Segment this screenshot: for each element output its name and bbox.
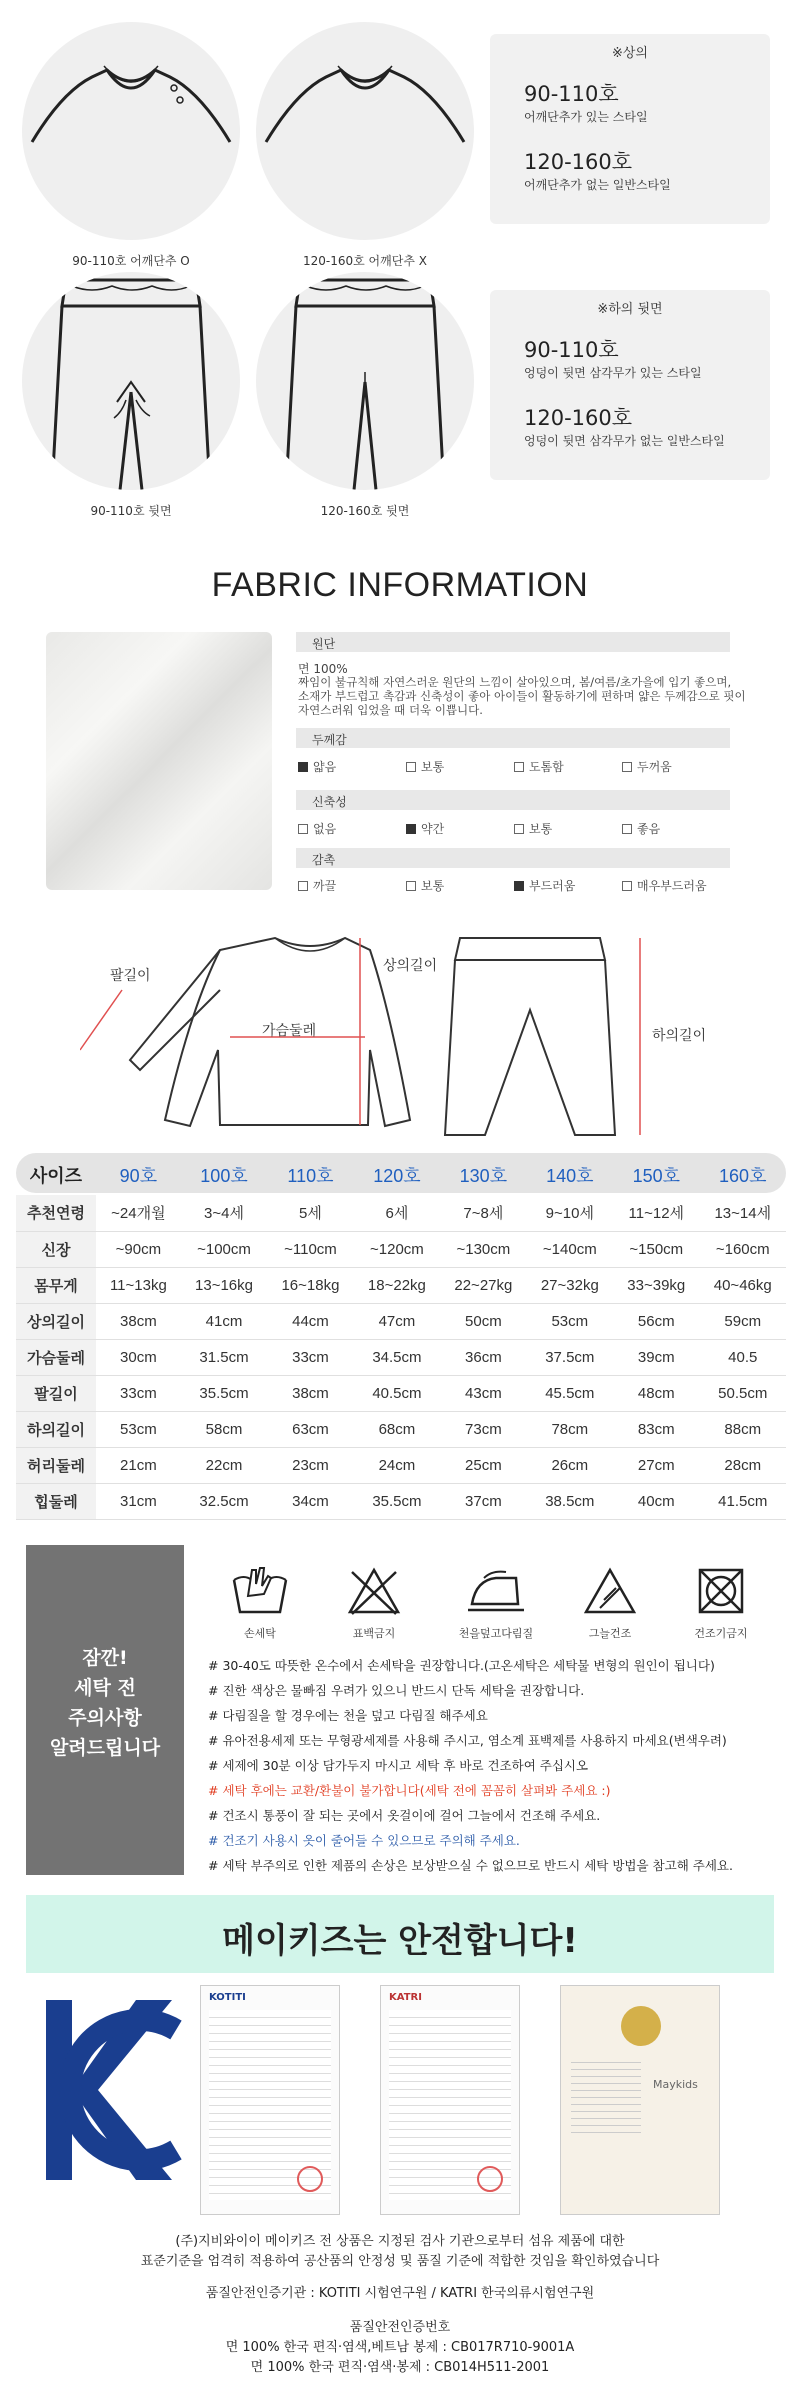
- checkbox-icon: [298, 824, 308, 834]
- size-header-cell: 130호: [459, 1166, 508, 1186]
- checkbox-icon: [406, 824, 416, 834]
- table-row: [16, 1483, 786, 1519]
- note-desc: 어깨단추가 없는 일반스타일: [524, 178, 671, 192]
- size-cell: 11~12세: [613, 1195, 699, 1231]
- table-row: [16, 1447, 786, 1483]
- size-cell: 23cm: [267, 1447, 353, 1483]
- size-cell: 78cm: [527, 1411, 613, 1447]
- size-row-label: 몸무게: [16, 1267, 96, 1303]
- size-cell: ~150cm: [613, 1231, 699, 1267]
- size-cell: 53cm: [527, 1303, 613, 1339]
- size-chart-table: [16, 1155, 786, 1520]
- trademark-certificate: [560, 1985, 720, 2215]
- safety-footer-text: 품질안전인증기관 : KOTITI 시험연구원 / KATRI 한국의류시험연구원: [205, 2286, 595, 2301]
- measure-label-top-length: 상의길이: [383, 958, 438, 974]
- table-row: [16, 1231, 786, 1267]
- size-cell: 5세: [267, 1195, 353, 1231]
- fabric-thickness-bar: [296, 728, 730, 748]
- stretch-option: 약간: [406, 820, 444, 837]
- icon-caption: 표백금지: [352, 1627, 396, 1640]
- size-cell: 44cm: [267, 1303, 353, 1339]
- safety-banner-text: 메이키즈는 안전합니다!: [222, 1921, 578, 1961]
- safety-footer-text: 품질안전인증번호: [349, 2320, 451, 2335]
- size-cell: 9~10세: [527, 1195, 613, 1231]
- katri-test-report: [380, 1985, 520, 2215]
- size-header-cell: 140호: [546, 1166, 594, 1186]
- stretch-option: 좋음: [622, 820, 660, 837]
- size-cell: 27cm: [613, 1447, 699, 1483]
- touch-option: 까끌: [298, 877, 336, 894]
- size-cell: 35.5cm: [181, 1375, 267, 1411]
- measure-label-sleeve: 팔길이: [110, 968, 151, 984]
- size-cell: ~90cm: [96, 1231, 181, 1267]
- size-cell: ~24개월: [96, 1195, 181, 1231]
- size-cell: 30cm: [96, 1339, 181, 1375]
- size-cell: 32.5cm: [181, 1483, 267, 1519]
- size-cell: 47cm: [354, 1303, 440, 1339]
- care-notice-line: 잠깐!: [82, 1647, 128, 1669]
- size-cell: 27~32kg: [527, 1267, 613, 1303]
- table-row: [16, 1375, 786, 1411]
- size-cell: 83cm: [613, 1411, 699, 1447]
- touch-option: 부드러움: [514, 877, 575, 894]
- size-cell: 36cm: [440, 1339, 526, 1375]
- size-cell: 38cm: [96, 1303, 181, 1339]
- size-header-label: 사이즈: [29, 1166, 83, 1186]
- size-cell: 41.5cm: [700, 1483, 787, 1519]
- size-row-label: 신장: [16, 1231, 96, 1267]
- size-cell: 22cm: [181, 1447, 267, 1483]
- checkbox-icon: [514, 824, 524, 834]
- size-cell: 56cm: [613, 1303, 699, 1339]
- size-cell: ~140cm: [527, 1231, 613, 1267]
- care-instruction-line: # 세제에 30분 이상 담가두지 마시고 세탁 후 바로 건조하여 주십시오: [208, 1758, 589, 1773]
- size-row-label: 가슴둘레: [16, 1339, 96, 1375]
- fabric-origin-text: 자연스러워 입었을 때 더욱 이쁩니다.: [298, 703, 483, 717]
- table-row: [16, 1267, 786, 1303]
- care-instruction-line: # 건조시 통풍이 잘 되는 곳에서 옷걸이에 걸어 그늘에서 건조해 주세요.: [208, 1808, 601, 1823]
- stretch-option: 보통: [514, 820, 552, 837]
- size-cell: 33~39kg: [613, 1267, 699, 1303]
- seal-icon: [297, 2166, 323, 2192]
- fabric-origin-label: 원단: [312, 637, 336, 651]
- note-heading: ※하의 뒷면: [597, 302, 663, 317]
- care-instruction-line: # 세탁 부주의로 인한 제품의 손상은 보상받으실 수 없으므로 반드시 세탁 방법을 참고해 주세요.: [208, 1858, 733, 1873]
- size-cell: 25cm: [440, 1447, 526, 1483]
- top-without-button-illustration: [256, 22, 474, 240]
- care-notice-line: 주의사항: [68, 1707, 142, 1729]
- safety-banner: [26, 1895, 774, 1973]
- kotiti-label: KOTITI: [209, 1992, 246, 2003]
- size-cell: 45.5cm: [527, 1375, 613, 1411]
- care-instruction-line: # 다림질을 할 경우에는 천을 덮고 다림질 해주세요: [208, 1708, 488, 1723]
- care-instruction-line: # 유아전용세제 또는 무형광세제를 사용해 주시고, 염소계 표백제를 사용하지 마세요(변색우려): [208, 1733, 727, 1748]
- note-size: 120-160호: [524, 406, 633, 430]
- size-cell: ~160cm: [700, 1231, 787, 1267]
- size-cell: 26cm: [527, 1447, 613, 1483]
- table-row: [16, 1411, 786, 1447]
- size-cell: 34.5cm: [354, 1339, 440, 1375]
- size-cell: 3~4세: [181, 1195, 267, 1231]
- pants-back-gusset-illustration: [22, 272, 240, 490]
- size-cell: 31cm: [96, 1483, 181, 1519]
- fabric-stretch-bar: [296, 790, 730, 810]
- size-cell: 22~27kg: [440, 1267, 526, 1303]
- size-cell: 88cm: [700, 1411, 787, 1447]
- stretch-option: 없음: [298, 820, 336, 837]
- fabric-origin-bar: [296, 632, 730, 652]
- size-cell: ~100cm: [181, 1231, 267, 1267]
- size-cell: 73cm: [440, 1411, 526, 1447]
- note-size: 90-110호: [524, 338, 619, 362]
- checkbox-icon: [406, 762, 416, 772]
- thickness-option: 도톰함: [514, 758, 564, 775]
- size-cell: 38cm: [267, 1375, 353, 1411]
- katri-label: KATRI: [389, 1992, 422, 2003]
- no-tumble-dry-icon: [696, 1566, 746, 1616]
- care-notice-line: 알려드립니다: [49, 1737, 161, 1759]
- kotiti-test-report: [200, 1985, 340, 2215]
- fabric-swatch-photo: [46, 632, 272, 890]
- checkbox-icon: [622, 762, 632, 772]
- measure-label-bottom-length: 하의길이: [652, 1028, 707, 1044]
- gold-seal-icon: [621, 2006, 661, 2046]
- size-cell: 38.5cm: [527, 1483, 613, 1519]
- note-desc: 어깨단추가 있는 스타일: [524, 110, 648, 124]
- icon-caption: 천을덮고다림질: [458, 1627, 534, 1640]
- size-cell: 33cm: [267, 1339, 353, 1375]
- hand-wash-icon: [230, 1566, 290, 1616]
- care-instruction-line: # 진한 색상은 물빠짐 우려가 있으니 반드시 단독 세탁을 권장합니다.: [208, 1683, 585, 1698]
- kc-certification-logo: [36, 1990, 186, 2190]
- shade-dry-icon: [584, 1566, 636, 1616]
- pants-back-plain-illustration: [256, 272, 474, 490]
- size-header-cell: 100호: [200, 1166, 248, 1186]
- checkbox-icon: [298, 762, 308, 772]
- fabric-info-title: FABRIC INFORMATION: [211, 566, 589, 604]
- fabric-touch-label: 감촉: [312, 853, 336, 867]
- size-cell: 39cm: [613, 1339, 699, 1375]
- size-cell: 33cm: [96, 1375, 181, 1411]
- table-row: [16, 1303, 786, 1339]
- care-instruction-warning: # 세탁 후에는 교환/환불이 불가합니다(세탁 전에 꼼꼼히 살펴봐 주세요 :): [208, 1783, 611, 1798]
- size-cell: 68cm: [354, 1411, 440, 1447]
- note-size: 120-160호: [524, 150, 633, 174]
- checkbox-icon: [298, 881, 308, 891]
- size-table-header-row: [16, 1155, 786, 1195]
- safety-footer-text: 면 100% 한국 편직·염색,베트남 봉제 : CB017R710-9001A: [225, 2340, 575, 2355]
- thickness-option: 보통: [406, 758, 444, 775]
- fabric-origin-text: 면 100%: [298, 662, 348, 676]
- size-cell: 59cm: [700, 1303, 787, 1339]
- size-cell: ~120cm: [354, 1231, 440, 1267]
- thickness-option: 두꺼움: [622, 758, 672, 775]
- size-cell: 53cm: [96, 1411, 181, 1447]
- fabric-thickness-label: 두께감: [312, 733, 347, 747]
- size-cell: 50cm: [440, 1303, 526, 1339]
- caption-top-with-button: 90-110호 어깨단추 O: [72, 254, 190, 268]
- table-row: [16, 1339, 786, 1375]
- size-cell: 7~8세: [440, 1195, 526, 1231]
- size-cell: 16~18kg: [267, 1267, 353, 1303]
- size-row-label: 추천연령: [16, 1195, 96, 1231]
- size-cell: 41cm: [181, 1303, 267, 1339]
- top-with-button-illustration: [22, 22, 240, 240]
- size-header-cell: 150호: [632, 1166, 680, 1186]
- checkbox-icon: [622, 881, 632, 891]
- note-heading: ※상의: [611, 46, 648, 61]
- size-header-cell: 110호: [287, 1166, 334, 1186]
- table-row: [16, 1195, 786, 1231]
- fabric-origin-text: 짜임이 불규칙해 자연스러운 원단의 느낌이 살아있으며, 봄/여름/초가을에 입기 좋으며,: [298, 675, 732, 689]
- size-cell: 40cm: [613, 1483, 699, 1519]
- size-row-label: 힙둘레: [16, 1483, 96, 1519]
- care-notice-line: 세탁 전: [74, 1677, 136, 1699]
- maykids-logo: Maykids: [653, 2078, 698, 2091]
- size-cell: 13~16kg: [181, 1267, 267, 1303]
- size-row-label: 허리둘레: [16, 1447, 96, 1483]
- iron-with-cloth-icon: [466, 1568, 526, 1614]
- size-cell: 50.5cm: [700, 1375, 787, 1411]
- note-size: 90-110호: [524, 82, 619, 106]
- checkbox-icon: [406, 881, 416, 891]
- touch-option: 매우부드러움: [622, 877, 707, 894]
- checkbox-icon: [622, 824, 632, 834]
- size-cell: 63cm: [267, 1411, 353, 1447]
- top-style-note: [490, 34, 770, 224]
- size-cell: ~110cm: [267, 1231, 353, 1267]
- no-bleach-icon: [346, 1566, 402, 1616]
- size-cell: 48cm: [613, 1375, 699, 1411]
- size-row-label: 상의길이: [16, 1303, 96, 1339]
- size-row-label: 팔길이: [16, 1375, 96, 1411]
- thickness-option: 얇음: [298, 758, 336, 775]
- care-notice-panel: [26, 1545, 184, 1875]
- note-desc: 엉덩이 뒷면 삼각무가 없는 일반스타일: [524, 434, 725, 448]
- size-cell: 21cm: [96, 1447, 181, 1483]
- size-header-cell: 90호: [119, 1166, 158, 1186]
- size-cell: 40~46kg: [700, 1267, 787, 1303]
- size-cell: 28cm: [700, 1447, 787, 1483]
- size-cell: 34cm: [267, 1483, 353, 1519]
- icon-caption: 건조기금지: [694, 1627, 748, 1640]
- size-header-cell: 160호: [719, 1166, 767, 1186]
- touch-option: 보통: [406, 877, 444, 894]
- note-desc: 엉덩이 뒷면 삼각무가 있는 스타일: [524, 366, 702, 380]
- size-cell: 37.5cm: [527, 1339, 613, 1375]
- size-cell: 40.5cm: [354, 1375, 440, 1411]
- seal-icon: [477, 2166, 503, 2192]
- safety-footer-text: 표준기준을 엄격히 적용하여 공산품의 안정성 및 품질 기준에 적합한 것임을 확인하였습니다: [140, 2254, 660, 2269]
- caption-top-without-button: 120-160호 어깨단추 X: [303, 254, 427, 268]
- checkbox-icon: [514, 881, 524, 891]
- size-cell: 40.5: [700, 1339, 787, 1375]
- checkbox-icon: [514, 762, 524, 772]
- icon-caption: 손세탁: [244, 1627, 276, 1640]
- care-instruction-notice: # 건조기 사용시 옷이 줄어들 수 있으므로 주의해 주세요.: [208, 1833, 520, 1848]
- size-cell: 11~13kg: [96, 1267, 181, 1303]
- size-cell: 58cm: [181, 1411, 267, 1447]
- icon-caption: 그늘건조: [588, 1627, 632, 1640]
- caption-pants-back-gusset: 90-110호 뒷면: [90, 504, 172, 518]
- fabric-origin-text: 소재가 부드럽고 촉감과 신축성이 좋아 아이들이 활동하기에 편하며 얇은 두께감으로 핏이: [298, 689, 746, 703]
- care-instruction-line: # 30-40도 따뜻한 온수에서 손세탁을 권장합니다.(고온세탁은 세탁물 변형의 원인이 됩니다): [208, 1658, 715, 1673]
- safety-footer-text: (주)지비와이이 메이키즈 전 상품은 지정된 검사 기관으로부터 섬유 제품에 대한: [175, 2234, 625, 2249]
- size-cell: 37cm: [440, 1483, 526, 1519]
- fabric-stretch-label: 신축성: [312, 795, 347, 809]
- size-cell: 24cm: [354, 1447, 440, 1483]
- fabric-touch-bar: [296, 848, 730, 868]
- bottom-style-note: [490, 290, 770, 480]
- size-header-cell: 120호: [373, 1166, 421, 1186]
- size-cell: ~130cm: [440, 1231, 526, 1267]
- measure-label-chest: 가슴둘레: [262, 1023, 317, 1039]
- safety-footer-text: 면 100% 한국 편직·염색·봉제 : CB014H511-2001: [250, 2360, 550, 2375]
- size-cell: 43cm: [440, 1375, 526, 1411]
- size-cell: 31.5cm: [181, 1339, 267, 1375]
- size-cell: 18~22kg: [354, 1267, 440, 1303]
- size-cell: 6세: [354, 1195, 440, 1231]
- size-cell: 13~14세: [700, 1195, 787, 1231]
- size-cell: 35.5cm: [354, 1483, 440, 1519]
- caption-pants-back-plain: 120-160호 뒷면: [320, 504, 410, 518]
- size-row-label: 하의길이: [16, 1411, 96, 1447]
